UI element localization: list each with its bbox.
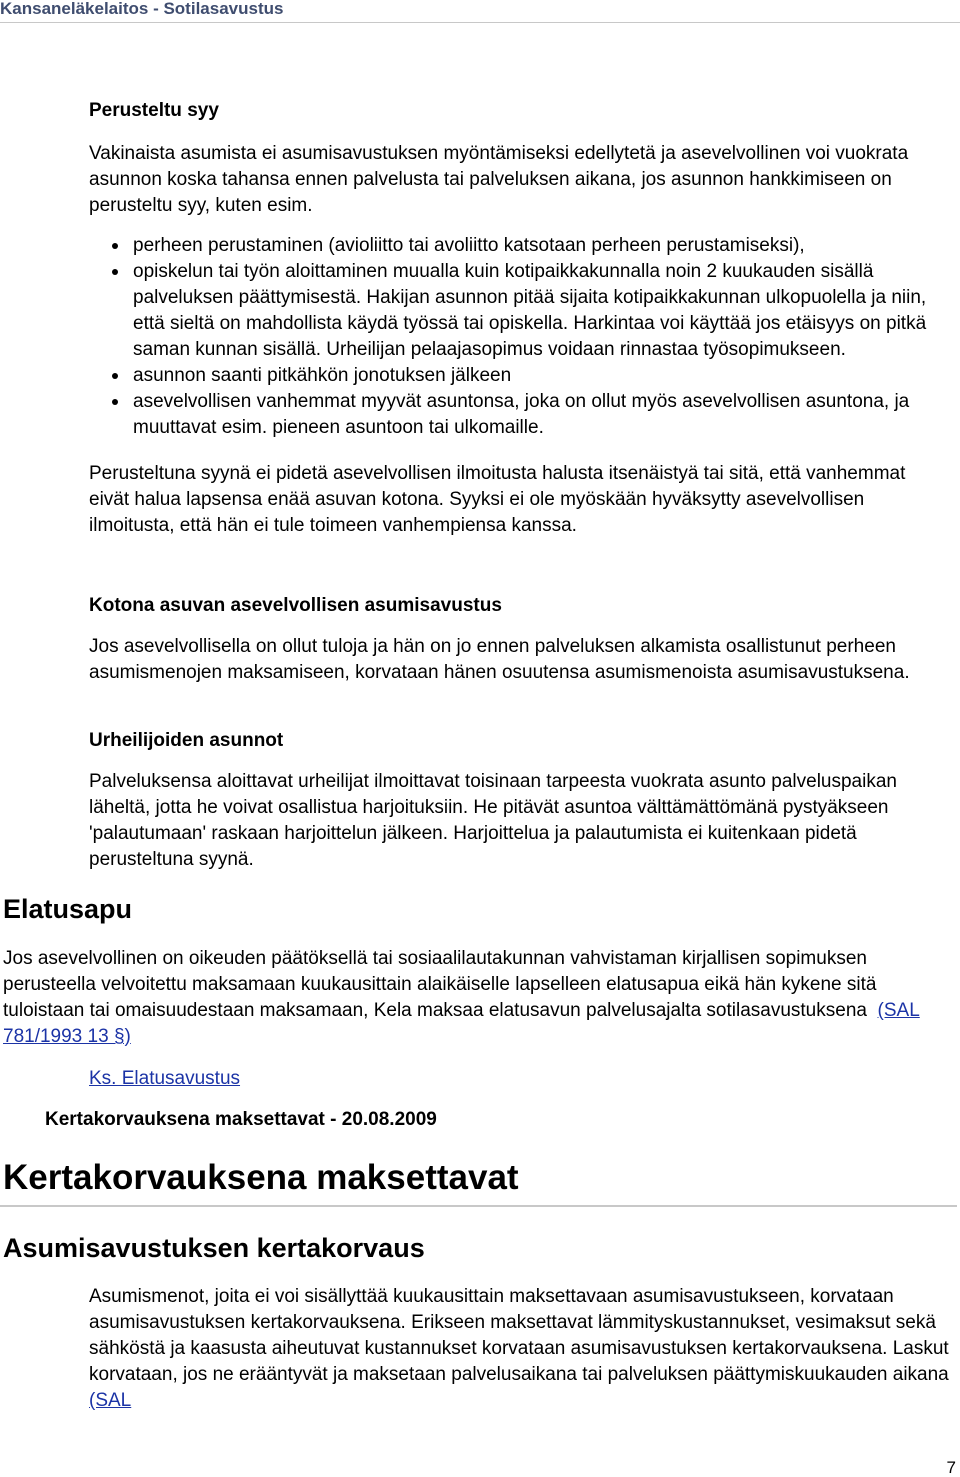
kotona-heading: Kotona asuvan asevelvollisen asumisavustus xyxy=(89,595,502,616)
section-title: Asumisavustuksen kertakorvaus xyxy=(3,1233,425,1263)
document-header: Kansaneläkelaitos - Sotilasavustus xyxy=(0,0,284,18)
urheilijat-section xyxy=(89,729,949,873)
list-item: opiskelun tai työn aloittaminen muualla kuin kotipaikkakunnalla noin 2 kuukauden sisällä palveluksen päättymisestä. Hakijan asunnon pitää sijaita kotipaikkakunnan ulkopuolella ja niin, että sieltä on mahdollista käydä työssä tai opiskella. Harkintaa voi käyttää jos etäisyys on pitkä saman kunnan sisällä. Urheilijan pelaajasopimus voidaan rinnastaa työsopimukseen. xyxy=(89,259,949,363)
see-also xyxy=(89,1066,949,1092)
perusteltu-section xyxy=(89,99,949,539)
urheilijat-text: Palveluksensa aloittavat urheilijat ilmoittavat toisinaan tarpeesta vuokrata asunto palveluspaikan läheltä, jotta he voivat osallistua harjoituksiin. He pitävät asuntoa välttämättömänä pystyäkseen 'palautumaan' raskaan harjoittelun jälkeen. Harjoittelua ja palautumista ei kuitenkaan pidetä perusteltuna syynä. xyxy=(89,771,897,870)
elatusapu-section xyxy=(3,946,948,1050)
perusteltu-bullet-list xyxy=(89,233,949,441)
elatusavustus-link[interactable]: Ks. Elatusavustus xyxy=(89,1068,241,1089)
law-reference-link[interactable]: (SAL xyxy=(89,1390,132,1411)
perusteltu-outro: Perusteltuna syynä ei pidetä asevelvollisen ilmoitusta halusta itsenäistyä tai sitä, että vanhemmat eivät halua lapsensa enää asuvan kotona. Syyksi ei ole myöskään hyväksytty asevelvollisen ilmoitusta, että hän ei tule toimeen vanhempiensa kanssa. xyxy=(89,463,906,536)
kertakorvaus-body: Asumismenot, joita ei voi sisällyttää kuukausittain maksettavaan asumisavustukseen, korvataan asumisavustuksen kertakorvauksena. Erikseen maksettavat lämmityskustannukset, vesimaksut sekä sähköstä ja kaasusta aiheutuvat kustannukset korvataan asumisavustuksen kertakorvauksena. Laskut korvataan, jos ne erääntyvät ja maksetaan palvelusaikana tai palveluksen päättymiskuukauden aikana xyxy=(89,1286,949,1385)
elatusapu-heading: Elatusapu xyxy=(3,894,133,924)
list-item: asunnon saanti pitkähkön jonotuksen jälkeen xyxy=(89,363,949,389)
kertakorvaus-section xyxy=(89,1284,949,1414)
header-divider xyxy=(0,22,960,23)
kotona-section xyxy=(89,594,949,686)
kotona-text: Jos asevelvollisella on ollut tuloja ja hän on jo ennen palveluksen alkamista osallistunut perheen asumismenojen maksamiseen, korvataan hänen osuutensa asumismenoista asumisavustuksena. xyxy=(89,636,910,683)
list-item: asevelvollisen vanhemmat myyvät asuntonsa, joka on ollut myös asevelvollisen asuntona, ja muuttavat esim. pieneen asuntoon tai ulkomaille. xyxy=(89,389,949,441)
page-number: 7 xyxy=(946,1458,956,1477)
perusteltu-intro: Vakinaista asumista ei asumisavustuksen myöntämiseksi edellytetä ja asevelvollinen voi vuokrata asunnon koska tahansa ennen palvelusta tai palveluksen aikana, jos asunnon hankkimiseen on perusteltu syy, kuten esim. xyxy=(89,143,909,216)
kertakorvaus-text xyxy=(89,1284,949,1414)
title-divider xyxy=(0,1205,957,1207)
perusteltu-heading: Perusteltu syy xyxy=(89,100,219,121)
kertakorvaus-meta-title: Kertakorvauksena maksettavat - 20.08.2009 xyxy=(45,1109,437,1130)
elatusapu-text xyxy=(3,946,948,1050)
list-item: perheen perustaminen (avioliitto tai avoliitto katsotaan perheen perustamiseksi), xyxy=(89,233,949,259)
page-title: Kertakorvauksena maksettavat xyxy=(3,1158,519,1197)
law-reference-link[interactable]: (SAL 781/1993 13 §) xyxy=(3,1000,920,1047)
urheilijat-heading: Urheilijoiden asunnot xyxy=(89,730,284,751)
elatusapu-body: Jos asevelvollinen on oikeuden päätöksellä tai sosiaalilautakunnan vahvistaman kirjallisen sopimuksen perusteella velvoitettu maksamaan kuukausittain alaikäiselle lapselleen elatusapua eikä hän kykene sitä tuloistaan tai omaisuudestaan maksamaan, Kela maksaa elatusavun palvelusajalta sotilasavustuksena xyxy=(3,948,877,1021)
